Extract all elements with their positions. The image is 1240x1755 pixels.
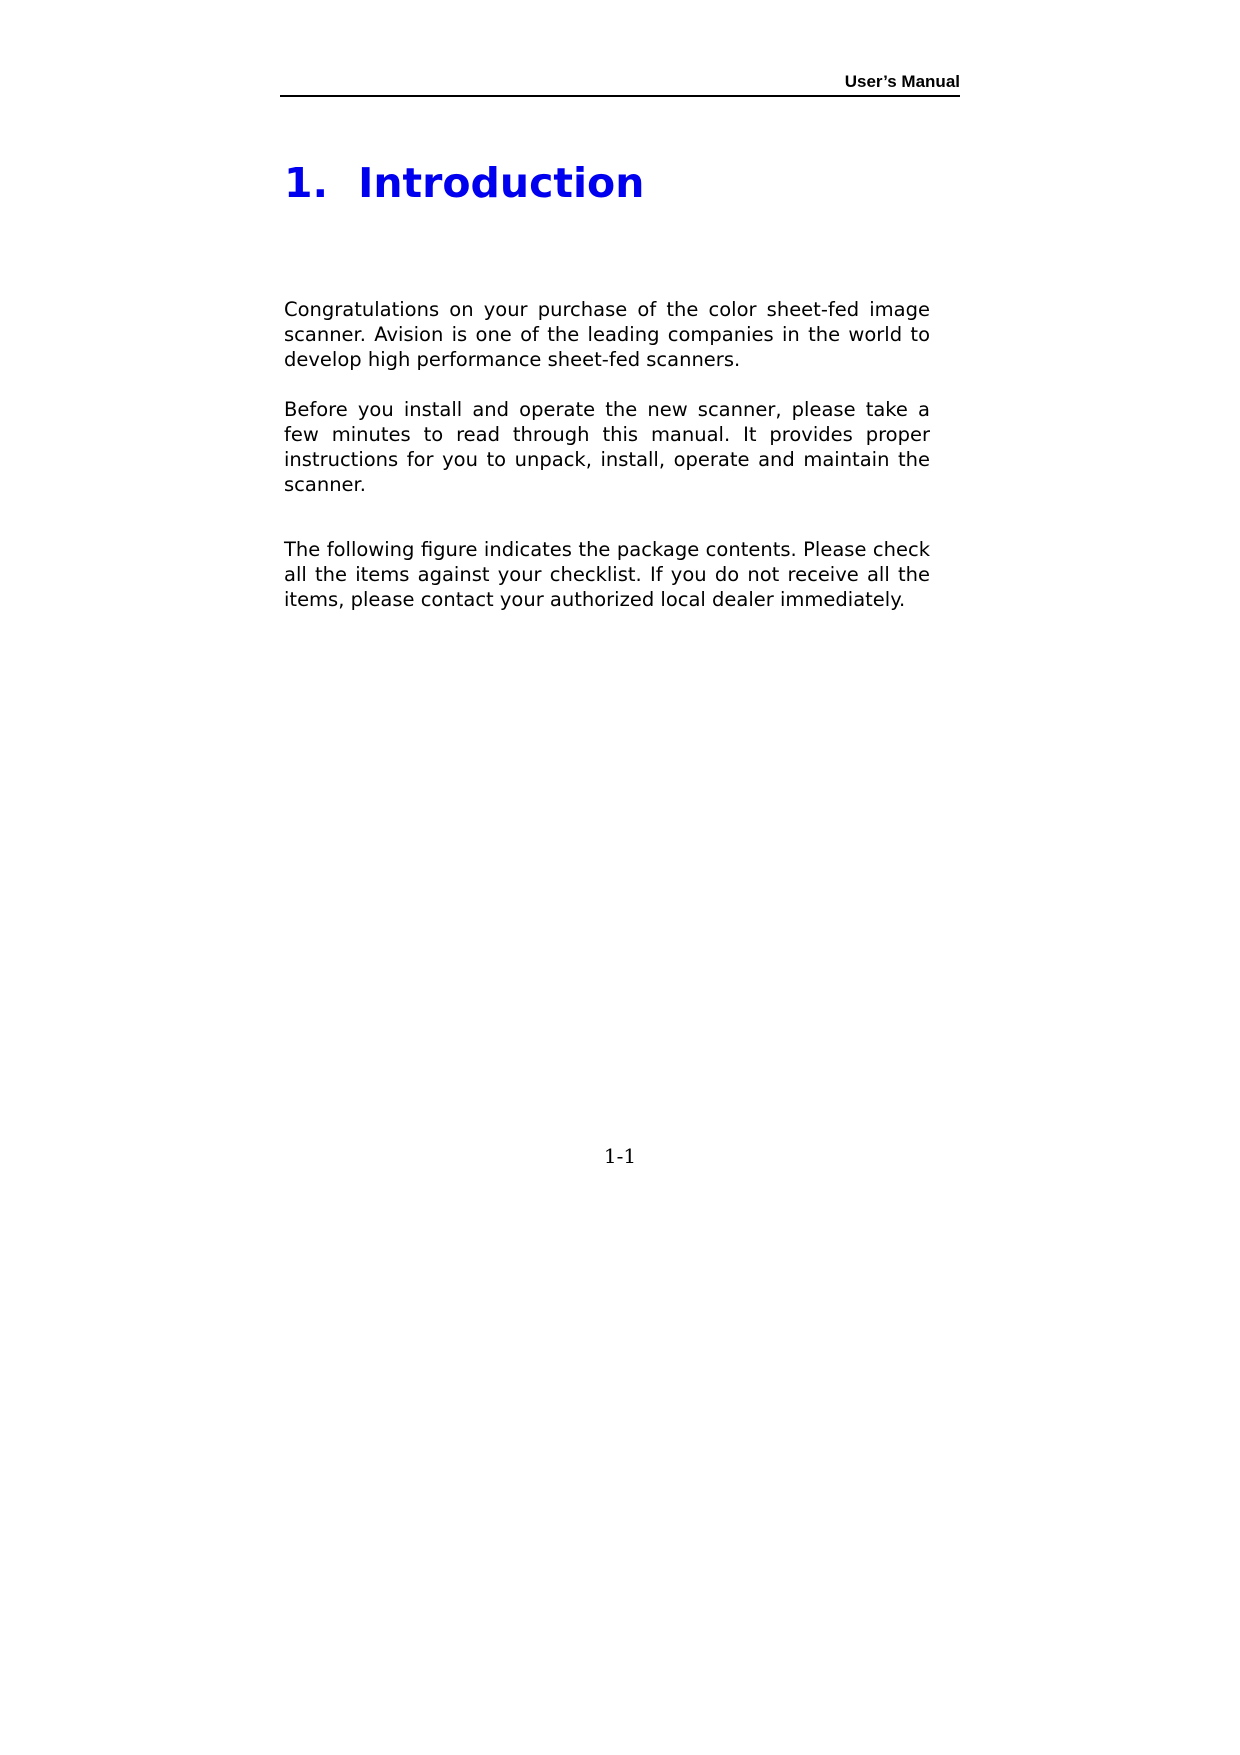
chapter-number: 1. [284,159,329,207]
running-header: User’s Manual [844,72,960,91]
chapter-title-text: Introduction [358,159,645,207]
header-rule [280,95,960,97]
chapter-title [284,158,644,208]
intro-paragraph: Congratulations on your purchase of the color sheet-fed image scanner. Avision is one of the leading companies in the world to develop high performance sheet-fed scanners. [284,298,930,371]
install-paragraph: Before you install and operate the new scanner, please take a few minutes to read through this manual. It provides proper instructions for you to unpack, install, operate and maintain the scanner. [284,398,930,496]
page-number: 1-1 [603,1144,637,1168]
package-contents-paragraph: The following figure indicates the package contents. Please check all the items against your checklist. If you do not receive all the items, please contact your authorized local dealer immediately. [284,538,930,611]
